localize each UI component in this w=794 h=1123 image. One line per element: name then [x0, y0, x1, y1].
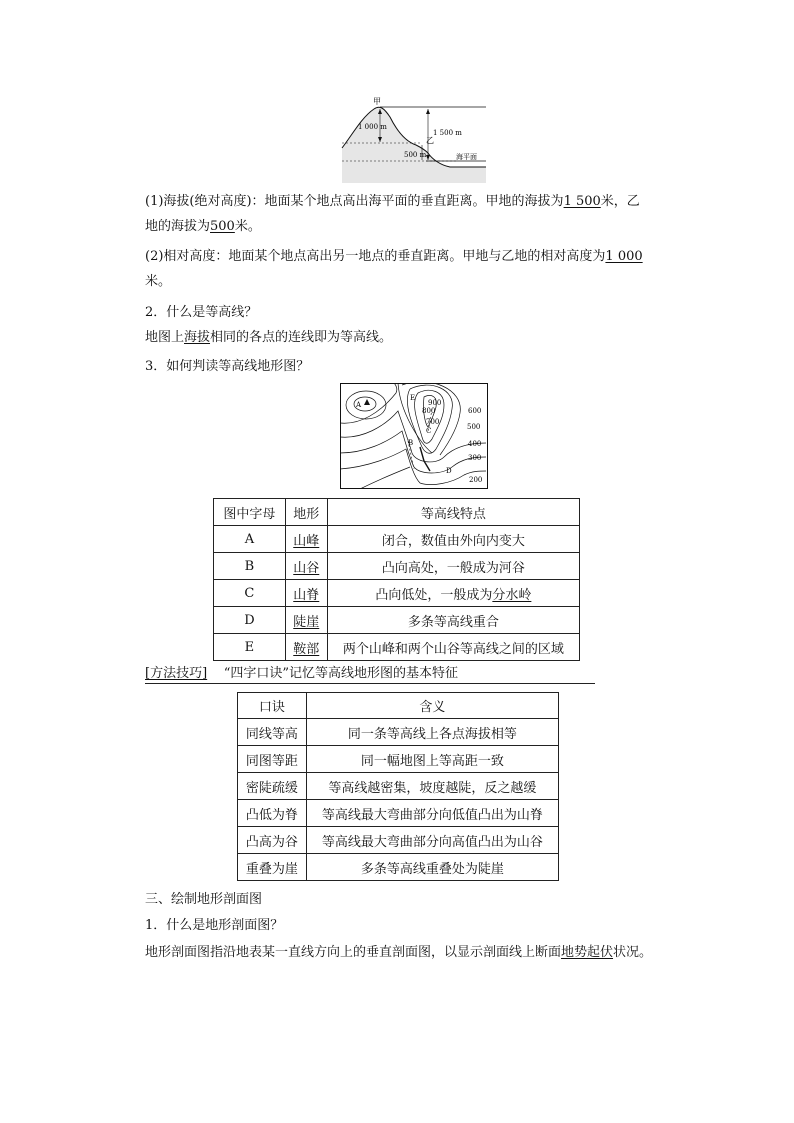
table-cell: 山谷	[285, 553, 327, 580]
mnemonic-table	[237, 692, 559, 881]
map-label-A: A	[356, 401, 362, 409]
table-cell: 凸向高处，一般成为河谷	[327, 553, 579, 580]
contour-400: 400	[468, 440, 482, 448]
para-relative-height: (2)相对高度：地面某个地点高出另一地点的垂直距离。甲地与乙地的相对高度为1 000	[145, 249, 643, 264]
table-cell: 多条等高线重叠处为陡崖	[306, 854, 558, 881]
table-cell: 重叠为崖	[238, 854, 307, 881]
contour-700: 700	[426, 418, 440, 426]
contour-600: 600	[468, 407, 482, 415]
contour-300: 300	[468, 454, 482, 462]
answer-profile: 地形剖面图指沿地表某一直线方向上的垂直剖面图，以显示剖面线上断面地势起伏状况。	[145, 945, 653, 960]
table-header: 图中字母	[214, 499, 286, 526]
table-cell: 山脊	[285, 580, 327, 607]
table-cell: 两个山峰和两个山谷等高线之间的区域	[327, 634, 579, 661]
question-read-map: 3．如何判读等高线地形图？	[145, 359, 310, 374]
map-label-B: B	[408, 439, 414, 447]
table-cell: 等高线越密集，坡度越陡，反之越缓	[306, 773, 558, 800]
table-row	[238, 854, 559, 881]
table-row	[214, 526, 580, 553]
sea-level-label: 海平面	[456, 153, 477, 161]
table-cell: 陡崖	[285, 607, 327, 634]
table-cell: 凸高为谷	[238, 827, 307, 854]
height-1000: 1 000 m	[358, 123, 387, 131]
table-cell: 同一条等高线上各点海拔相等	[306, 719, 558, 746]
table-row	[238, 800, 559, 827]
landform-table	[213, 498, 580, 661]
table-cell: 等高线最大弯曲部分向高值凸出为山谷	[306, 827, 558, 854]
table-cell: 凸低为脊	[238, 800, 307, 827]
contour-800: 800	[422, 407, 436, 415]
table-header-row	[214, 499, 580, 526]
question-profile: 1．什么是地形剖面图？	[145, 918, 284, 933]
question-contour: 2．什么是等高线？	[145, 305, 258, 320]
contour-900: 900	[428, 399, 442, 407]
label-jia: 甲	[373, 97, 381, 106]
contour-map-figure	[340, 383, 488, 489]
para-altitude: (1)海拔(绝对高度)：地面某个地点高出海平面的垂直距离。甲地的海拔为1 500米，乙	[145, 194, 640, 209]
method-tip-heading: [方法技巧] “四字口诀”记忆等高线地形图的基本特征	[145, 665, 595, 684]
table-header: 地形	[285, 499, 327, 526]
table-cell: A	[214, 526, 286, 553]
para-altitude-cont: 地的海拔为500米。	[145, 219, 261, 234]
contour-200: 200	[469, 476, 483, 484]
map-label-D: D	[446, 467, 452, 475]
table-row	[238, 827, 559, 854]
table-cell: 凸向低处，一般成为分水岭	[327, 580, 579, 607]
table-cell: 密陡疏缓	[238, 773, 307, 800]
table-header: 等高线特点	[327, 499, 579, 526]
table-cell: 等高线最大弯曲部分向低值凸出为山脊	[306, 800, 558, 827]
table-cell: C	[214, 580, 286, 607]
table-cell: E	[214, 634, 286, 661]
table-cell: 多条等高线重合	[327, 607, 579, 634]
table-row	[214, 553, 580, 580]
table-cell: 同线等高	[238, 719, 307, 746]
table-cell: D	[214, 607, 286, 634]
map-label-C: C	[426, 427, 432, 435]
table-row	[214, 607, 580, 634]
answer-contour: 地图上海拔相同的各点的连线即为等高线。	[145, 330, 393, 345]
map-label-E: E	[410, 394, 416, 402]
table-header: 含义	[306, 693, 558, 719]
table-row	[214, 634, 580, 661]
table-row	[238, 746, 559, 773]
table-cell: B	[214, 553, 286, 580]
elevation-figure	[338, 95, 488, 185]
table-row	[214, 580, 580, 607]
table-row	[238, 719, 559, 746]
section-heading: 三、绘制地形剖面图	[145, 892, 263, 907]
table-header-row	[238, 693, 559, 719]
table-row	[238, 773, 559, 800]
contour-500: 500	[467, 423, 481, 431]
table-header: 口诀	[238, 693, 307, 719]
label-yi: 乙	[426, 136, 434, 145]
height-1500: 1 500 m	[433, 129, 462, 137]
table-cell: 闭合，数值由外向内变大	[327, 526, 579, 553]
table-cell: 鞍部	[285, 634, 327, 661]
height-500: 500 m	[404, 151, 427, 159]
table-cell: 同一幅地图上等高距一致	[306, 746, 558, 773]
table-cell: 山峰	[285, 526, 327, 553]
table-cell: 同图等距	[238, 746, 307, 773]
para-relative-height-cont: 米。	[145, 274, 172, 289]
